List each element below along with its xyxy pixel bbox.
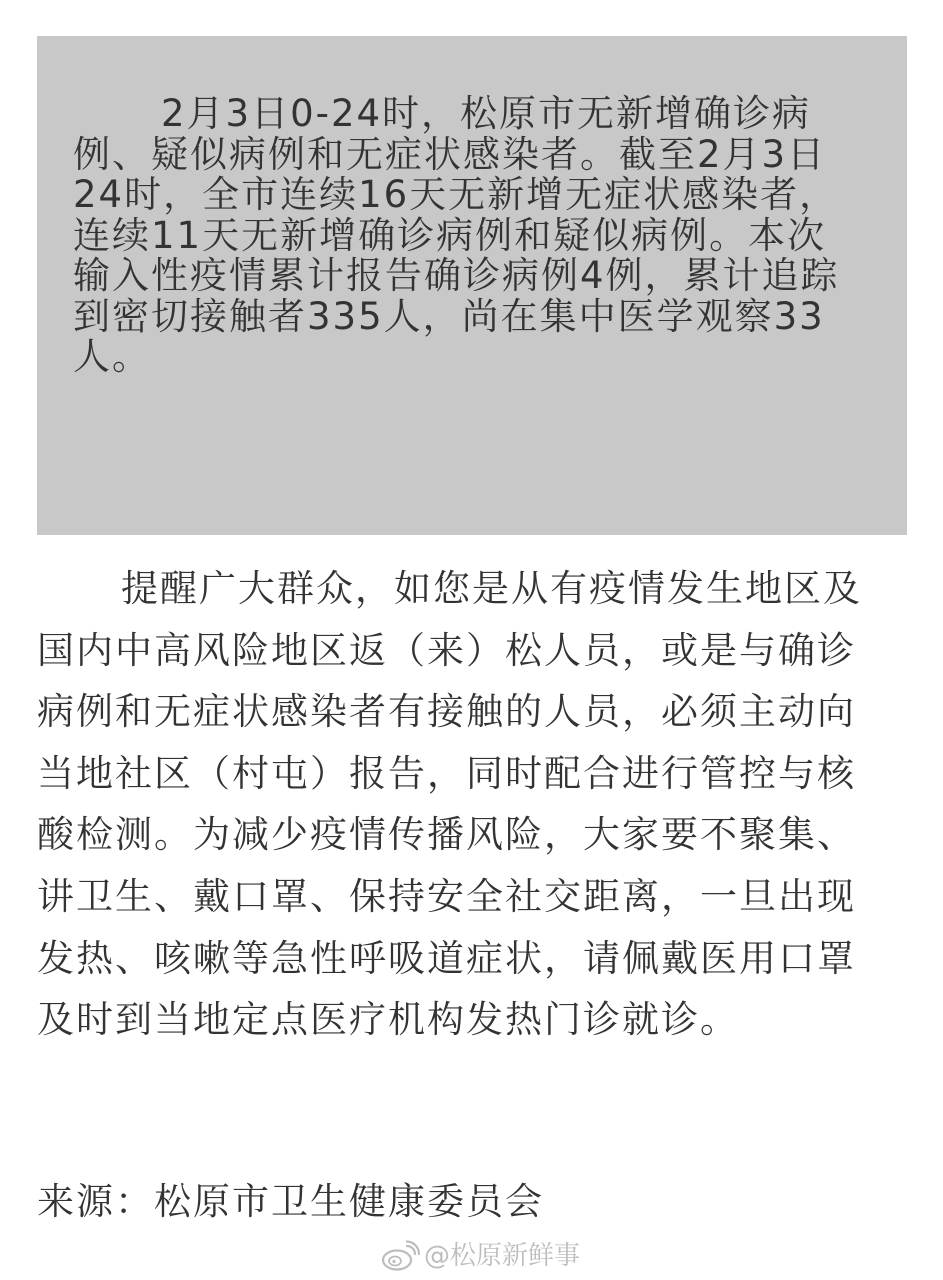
notice-line: 当地社区（村屯）报告，同时配合进行管控与核 [37,751,856,795]
notice-paragraph [37,558,912,1051]
highlight-line: 连续11天无新增确诊病例和疑似病例。本次 [73,213,827,257]
highlight-line: 人。 [73,335,151,378]
highlight-line: 到密切接触者335人，尚在集中医学观察33 [73,294,825,338]
highlight-box [37,36,907,535]
watermark-text: @松原新鲜事 [424,1241,581,1271]
notice-line: 提醒广大群众，如您是从有疫情发生地区及 [121,567,862,610]
notice-line: 国内中高风险地区返（来）松人员，或是与确诊 [37,628,856,672]
highlight-line: 2月3日0-24时，松原市无新增确诊病 [161,92,812,135]
notice-line: 酸检测。为减少疫情传播风险，大家要不聚集、 [37,813,856,857]
weibo-icon [380,1240,420,1272]
watermark [380,1236,580,1276]
notice-line: 讲卫生、戴口罩、保持安全社交距离，一旦出现 [37,874,856,918]
notice-line: 及时到当地定点医疗机构发热门诊就诊。 [37,998,739,1042]
source-credit: 来源：松原市卫生健康委员会 [37,1180,544,1223]
highlight-line: 例、疑似病例和无症状感染者。截至2月3日 [73,132,827,176]
highlight-line: 24时，全市连续16天无新增无症状感染者， [73,173,839,216]
highlight-line: 输入性疫情累计报告确诊病例4例，累计追踪 [73,254,840,297]
notice-line: 病例和无症状感染者有接触的人员，必须主动向 [37,690,856,734]
notice-line: 发热、咳嗽等急性呼吸道症状，请佩戴医用口罩 [37,936,856,980]
